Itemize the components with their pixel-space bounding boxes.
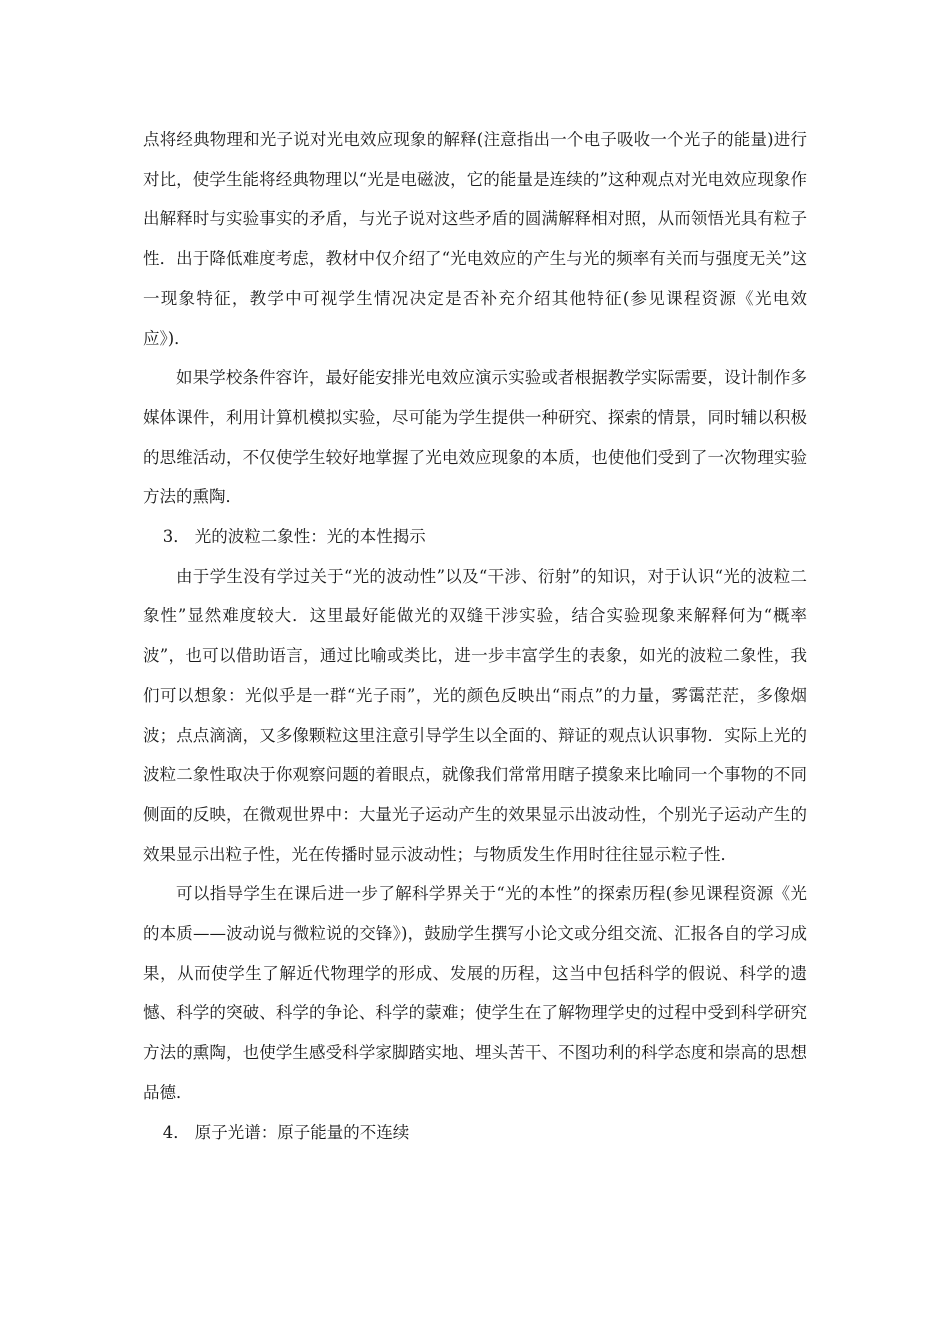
paragraph-demo-experiment: 如果学校条件容许，最好能安排光电效应演示实验或者根据教学实际需要，设计制作多媒体课件，利用计算机模拟实验，尽可能为学生提供一种研究、探索的情景，同时辅以积极的思维活动，不仅使学生较好地掌握了光电效应现象的本质，也使他们受到了一次物理实验方法的熏陶． [143, 368, 807, 507]
section-heading-3 [143, 517, 807, 557]
section-title: 原子光谱：原子能量的不连续 [194, 1122, 410, 1142]
document-body [143, 120, 807, 1152]
section-title: 光的波粒二象性：光的本性揭示 [194, 527, 426, 547]
section-number: 3． [162, 527, 190, 547]
paragraph-photoelectric-comparison: 点将经典物理和光子说对光电效应现象的解释(注意指出一个电子吸收一个光子的能量)进行对比，使学生能将经典物理以“光是电磁波，它的能量是连续的”这种观点对光电效应现象作出解释时与实验事实的矛盾，与光子说对这些矛盾的圆满解释相对照，从而领悟光具有粒子性．出于降低难度考虑，教材中仅介绍了“光电效应的产生与光的频率有关而与强度无关”这一现象特征，教学中可视学生情况决定是否补充介绍其他特征(参见课程资源《光电效应》)． [143, 130, 807, 348]
paragraph-wave-particle-duality: 由于学生没有学过关于“光的波动性”以及“干涉、衍射”的知识，对于认识“光的波粒二象性”显然难度较大．这里最好能做光的双缝干涉实验，结合实验现象来解释何为“概率波”，也可以借助语言，通过比喻或类比，进一步丰富学生的表象，如光的波粒二象性，我们可以想象：光似乎是一群“光子雨”，光的颜色反映出“雨点”的力量，雾霭茫茫，多像烟波；点点滴滴，又多像颗粒这里注意引导学生以全面的、辩证的观点认识事物．实际上光的波粒二象性取决于你观察问题的着眼点，就像我们常常用瞎子摸象来比喻同一个事物的不同侧面的反映，在微观世界中：大量光子运动产生的效果显示出波动性，个别光子运动产生的效果显示出粒子性，光在传播时显示波动性；与物质发生作用时往往显示粒子性． [143, 566, 807, 864]
section-number: 4． [162, 1122, 190, 1142]
paragraph-history-of-light: 可以指导学生在课后进一步了解科学界关于“光的本性”的探索历程(参见课程资源《光的本质——波动说与微粒说的交锋》)，鼓励学生撰写小论文或分组交流、汇报各自的学习成果，从而使学生了解近代物理学的形成、发展的历程，这当中包括科学的假说、科学的遗憾、科学的突破、科学的争论、科学的蒙难；使学生在了解物理学史的过程中受到科学研究方法的熏陶，也使学生感受科学家脚踏实地、埋头苦干、不图功利的科学态度和崇高的思想品德． [143, 884, 807, 1102]
section-heading-4 [143, 1113, 807, 1153]
